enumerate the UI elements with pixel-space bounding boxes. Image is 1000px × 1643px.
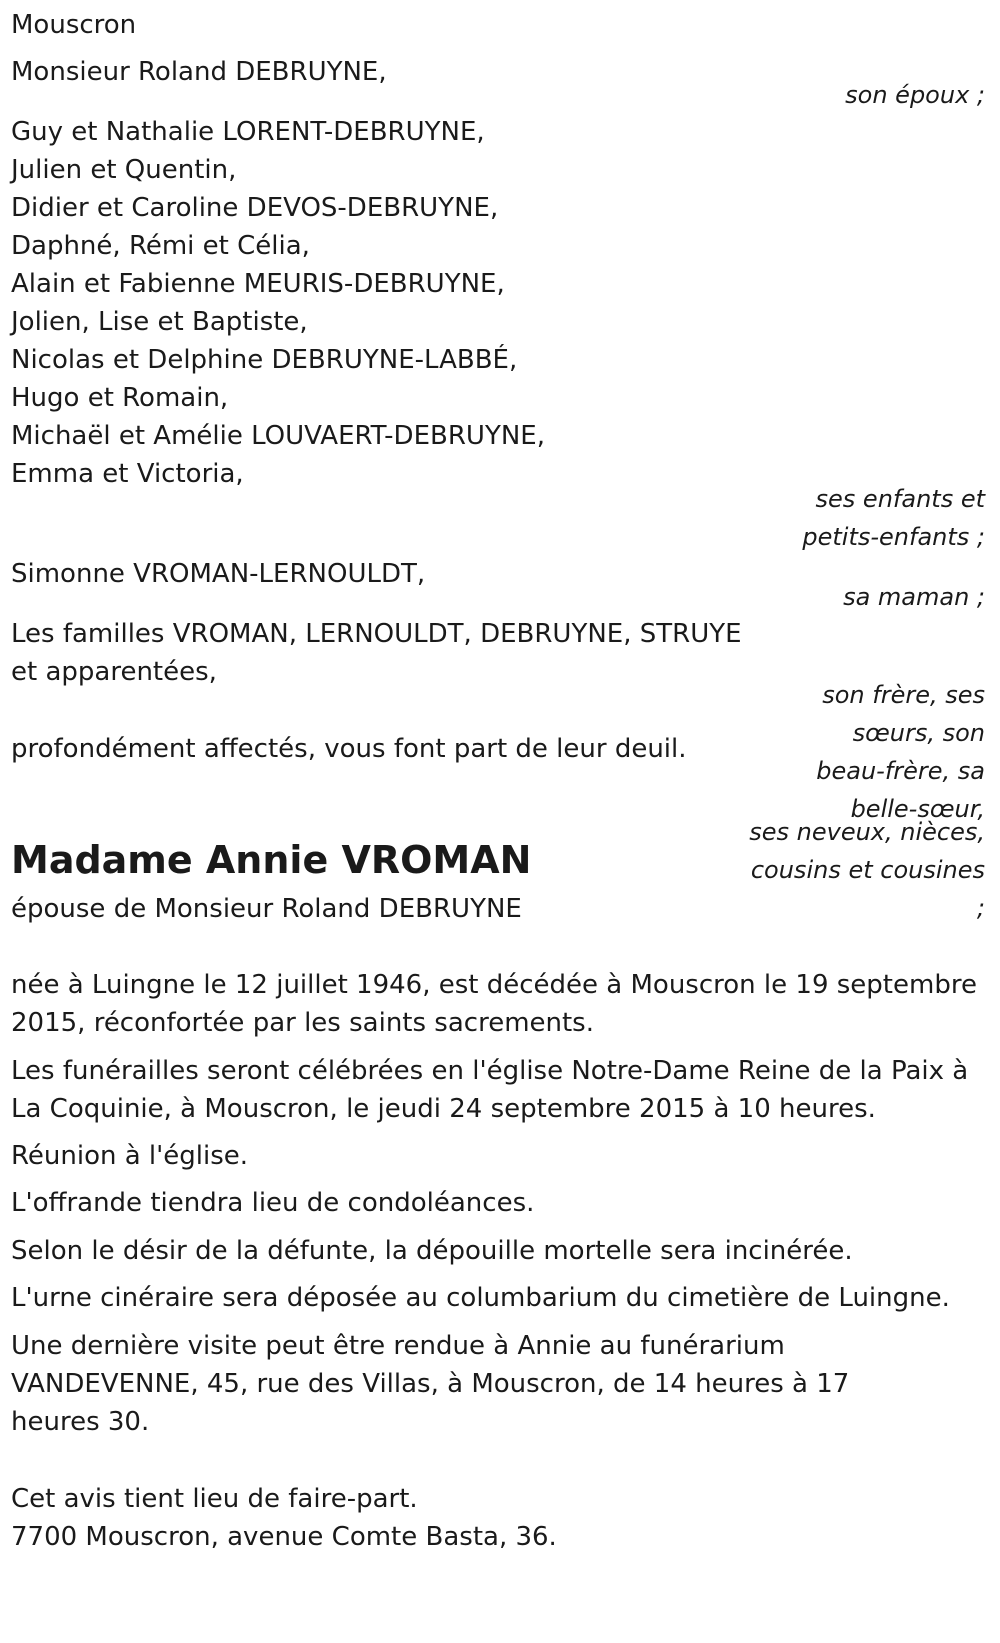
list-item: Jolien, Lise et Baptiste, (11, 307, 308, 337)
footer-notice: Cet avis tient lieu de faire-part. (11, 1484, 418, 1514)
closing-family-line: profondément affectés, vous font part de leur deuil. (11, 734, 687, 764)
visit-paragraph: Une dernière visite peut être rendue à Annie au funérarium VANDEVENNE, 45, rue des Villas, à Mouscron, de 14 heures à 17 heures 30. (11, 1331, 850, 1437)
deceased-name: Madame Annie VROMAN (11, 838, 532, 882)
list-item: Alain et Fabienne MEURIS-DEBRUYNE, (11, 269, 505, 299)
families-line-2: et apparentées, (11, 657, 217, 687)
birth-death-paragraph: née à Luingne le 12 juillet 1946, est décédée à Mouscron le 19 septembre 2015, réconfortée par les saints sacrements. (11, 970, 977, 1038)
mother-line: Simonne VROMAN-LERNOULDT, (11, 559, 426, 589)
cousins-role-line-1: ses neveux, nièces, (749, 818, 985, 846)
cousins-role-line-3: ; (976, 894, 985, 922)
list-item: Julien et Quentin, (11, 155, 237, 185)
children-role-line-1: ses enfants et (815, 485, 985, 513)
funeral-paragraph: Les funérailles seront célébrées en l'église Notre-Dame Reine de la Paix à La Coquinie, à Mouscron, le jeudi 24 septembre 2015 à 10 heures. (11, 1056, 969, 1124)
children-list (11, 113, 545, 493)
footer-address: 7700 Mouscron, avenue Comte Basta, 36. (11, 1522, 557, 1552)
families-role-line-2: sœurs, son (852, 719, 985, 747)
families-role-line-1: son frère, ses (822, 681, 985, 709)
children-role-line-2: petits-enfants ; (802, 523, 985, 551)
families-line-1: Les familles VROMAN, LERNOULDT, DEBRUYNE, STRUYE (11, 619, 742, 649)
cousins-role-line-2: cousins et cousines (750, 856, 985, 884)
list-item: Hugo et Romain, (11, 383, 229, 413)
location: Mouscron (11, 10, 137, 40)
husband-line: Monsieur Roland DEBRUYNE, (11, 57, 387, 87)
families-role-line-3: beau-frère, sa (816, 757, 985, 785)
cremation-paragraph: Selon le désir de la défunte, la dépouille mortelle sera incinérée. (11, 1236, 853, 1266)
list-item: Guy et Nathalie LORENT-DEBRUYNE, (11, 117, 485, 147)
list-item: Daphné, Rémi et Célia, (11, 231, 310, 261)
husband-role: son époux ; (845, 81, 985, 109)
list-item: Didier et Caroline DEVOS-DEBRUYNE, (11, 193, 499, 223)
list-item: Emma et Victoria, (11, 459, 244, 489)
offering-paragraph: L'offrande tiendra lieu de condoléances. (11, 1188, 535, 1218)
families-role-line-4: belle-sœur, (850, 795, 985, 823)
meeting-paragraph: Réunion à l'église. (11, 1141, 249, 1171)
list-item: Nicolas et Delphine DEBRUYNE-LABBÉ, (11, 345, 518, 375)
spouse-line: épouse de Monsieur Roland DEBRUYNE (11, 894, 522, 924)
list-item: Michaël et Amélie LOUVAERT-DEBRUYNE, (11, 421, 545, 451)
urn-paragraph: L'urne cinéraire sera déposée au columbarium du cimetière de Luingne. (11, 1283, 950, 1313)
mother-role: sa maman ; (843, 583, 985, 611)
